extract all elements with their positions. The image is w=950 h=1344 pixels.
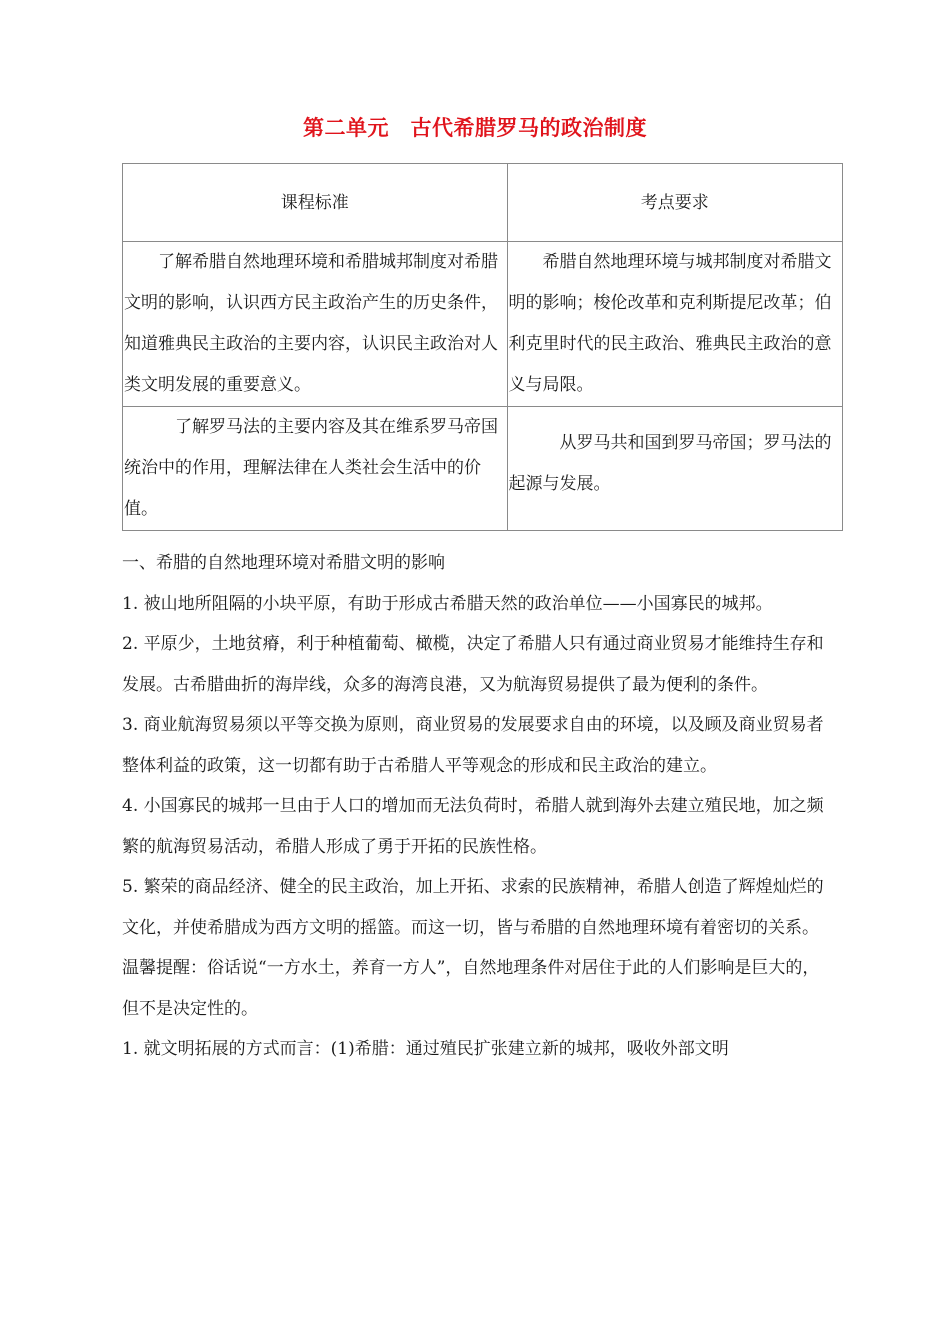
header-standard: 课程标准	[123, 164, 508, 242]
requirement-cell	[507, 407, 842, 531]
requirement-cell	[507, 242, 842, 407]
table-row	[123, 242, 843, 407]
list-item: 1. 被山地所阻隔的小块平原，有助于形成古希腊天然的政治单位——小国寡民的城邦。	[122, 593, 773, 614]
tip-paragraph: 温馨提醒：俗话说“一方水土，养育一方人”，自然地理条件对居住于此的人们影响是巨大的，但不是决定性的。	[122, 958, 820, 1019]
list-item: 5. 繁荣的商品经济、健全的民主政治，加上开拓、求索的民族精神，希腊人创造了辉煌灿烂的文化，并使希腊成为西方文明的摇篮。而这一切，皆与希腊的自然地理环境有着密切的关系。	[122, 877, 824, 938]
section-heading: 一、希腊的自然地理环境对希腊文明的影响	[122, 553, 445, 573]
page-title: 第二单元 古代希腊罗马的政治制度	[303, 115, 647, 140]
list-item: 1. 就文明拓展的方式而言：(1)希腊：通过殖民扩张建立新的城邦，吸收外部文明	[122, 1039, 729, 1059]
table-header-row	[123, 164, 843, 242]
header-requirement: 考点要求	[507, 164, 842, 242]
list-item: 4. 小国寡民的城邦一旦由于人口的增加而无法负荷时，希腊人就到海外去建立殖民地，加之频繁的航海贸易活动，希腊人形成了勇于开拓的民族性格。	[122, 796, 824, 857]
standard-cell	[123, 407, 508, 531]
list-item: 2. 平原少，土地贫瘠，利于种植葡萄、橄榄，决定了希腊人只有通过商业贸易才能维持生存和发展。古希腊曲折的海岸线，众多的海湾良港，又为航海贸易提供了最为便利的条件。	[122, 634, 824, 695]
standard-text: 了解罗马法的主要内容及其在维系罗马帝国统治中的作用，理解法律在人类社会生活中的价值。	[124, 417, 498, 519]
list-item: 3. 商业航海贸易须以平等交换为原则，商业贸易的发展要求自由的环境，以及顾及商业贸易者整体利益的政策，这一切都有助于古希腊人平等观念的形成和民主政治的建立。	[122, 715, 824, 776]
requirement-text: 从罗马共和国到罗马帝国；罗马法的起源与发展。	[508, 433, 832, 494]
table-row	[123, 407, 843, 531]
requirement-text: 希腊自然地理环境与城邦制度对希腊文明的影响；梭伦改革和克利斯提尼改革；伯利克里时代的民主政治、雅典民主政治的意义与局限。	[508, 252, 832, 395]
curriculum-table	[122, 163, 843, 531]
standard-cell	[123, 242, 508, 407]
standard-text: 了解希腊自然地理环境和希腊城邦制度对希腊文明的影响，认识西方民主政治产生的历史条件，知道雅典民主政治的主要内容，认识民主政治对人类文明发展的重要意义。	[124, 252, 498, 395]
body-text	[122, 543, 834, 1070]
